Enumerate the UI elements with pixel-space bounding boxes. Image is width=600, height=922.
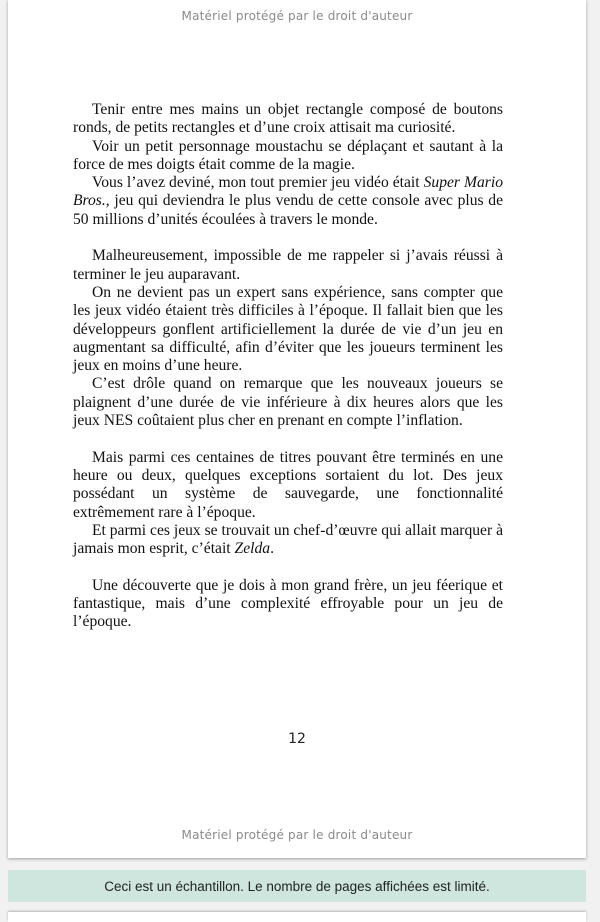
paragraph: Une découverte que je dois à mon grand frère, un jeu féerique et fantastique, mais d’une complexité effroyable pour un jeu de l’époque. xyxy=(73,576,503,631)
next-page-edge xyxy=(8,912,586,922)
book-page xyxy=(8,0,586,858)
sample-notice-banner xyxy=(8,870,586,902)
paragraph: On ne devient pas un expert sans expérience, sans compter que les jeux vidéo étaient très difficiles à l’époque. Il fallait bien que les développeurs gonflent artificiellement la durée de vie d’un jeu en augmentant sa difficulté, afin d’éviter que les joueurs terminent les jeux en moins d’une heure. xyxy=(73,283,503,375)
page-number: 12 xyxy=(288,731,306,747)
page-body-text xyxy=(73,101,503,632)
copyright-watermark-top: Matériel protégé par le droit d'auteur xyxy=(181,9,413,23)
paragraph: Vous l’avez deviné, mon tout premier jeu vidéo était Super Mario Bros., jeu qui deviendra le plus vendu de cette console avec plus de 50 millions d’unités écoulées à travers le monde. xyxy=(73,174,503,228)
paragraph: Malheureusement, impossible de me rappeler si j’avais réussi à terminer le jeu auparavant. xyxy=(73,247,503,283)
game-title: Zelda xyxy=(234,540,271,558)
paragraph: C’est drôle quand on remarque que les nouveaux joueurs se plaignent d’une durée de vie inférieure à dix heures alors que les jeux NES coûtaient plus cher en prenant en compte l’inflation. xyxy=(73,375,503,430)
paragraph: Voir un petit personnage moustachu se déplaçant et sautant à la force de mes doigts était comme de la magie. xyxy=(73,137,503,173)
copyright-watermark-bottom: Matériel protégé par le droit d'auteur xyxy=(181,828,413,842)
paragraph: Mais parmi ces centaines de titres pouvant être terminés en une heure ou deux, quelques exceptions sortaient du lot. Des jeux possédant un système de sauvegarde, une fonctionnalité extrêmement rare à l’époque. xyxy=(73,448,503,521)
paragraph: Et parmi ces jeux se trouvait un chef-d’œuvre qui allait marquer à jamais mon esprit, c’était Zelda. xyxy=(73,521,503,558)
sample-notice-text: Ceci est un échantillon. Le nombre de pages affichées est limité. xyxy=(104,878,490,894)
paragraph: Tenir entre mes mains un objet rectangle composé de boutons ronds, de petits rectangles et d’une croix attisait ma curiosité. xyxy=(73,101,503,137)
game-title: Super Mario Bros. xyxy=(73,174,503,210)
